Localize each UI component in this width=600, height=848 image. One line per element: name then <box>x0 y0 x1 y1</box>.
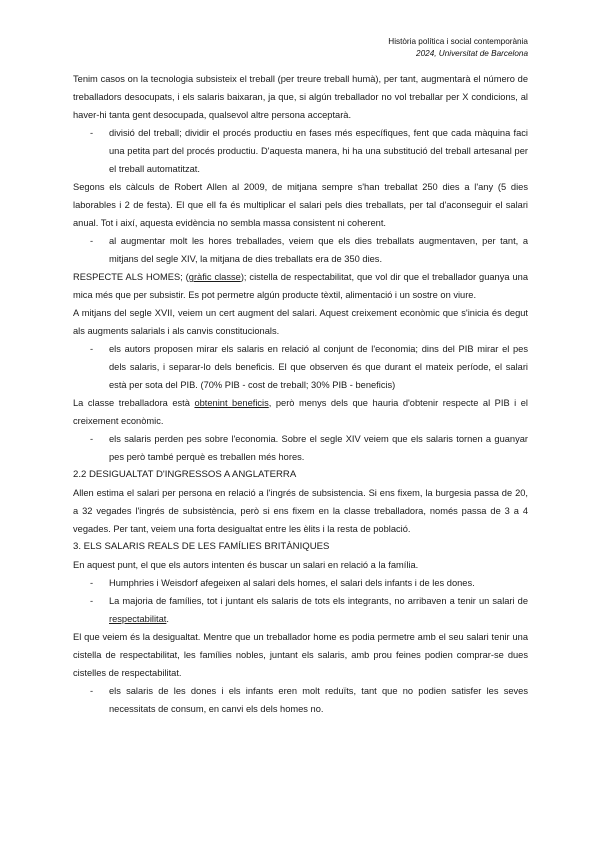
bullet-dash: - <box>90 434 94 444</box>
underlined-respectability: respectabilitat <box>109 614 167 624</box>
bullet-dash: - <box>90 578 94 588</box>
paragraph-family-wage: En aquest punt, el que els autors intenten és buscar un salari en relació a la família. <box>73 560 419 570</box>
underlined-obtaining-profits: obtenint beneficis <box>194 398 269 408</box>
paragraph-allen-estimate: Allen estima el salari per persona en relació a l'ingrés de subsistencia. Si ens fixem, la burgesia passa de 20, a 32 vegades l'ingrés de subsistència, però si ens fixem en la classe treballadora, només passa de 3 a 4 vegades. Per tant, veiem una forta desigualtat entre les èlits i la resta de població. <box>73 488 528 534</box>
paragraph-technology: Tenim casos on la tecnologia subsisteix el treball (per treure treball humà), per tant, augmentarà el número de treballadors desocupats, i els salaris baixaran, ja que, si algún treballador no vol treballar per X condicions, al haver-hi tanta gent desocupada, qualsevol altre persona acceptarà. <box>73 74 528 120</box>
bullet-text: els salaris de les dones i els infants eren molt reduïts, tant que no podien satisfer les seves necessitats de consum, en canvi els dels homes no. <box>109 686 528 714</box>
bullet-wages-weight <box>73 430 528 466</box>
bullet-text: divisió del treball; dividir el procés productiu en fases més específiques, fent que cada màquina faci una petita part del procés productiu. D'aquesta manera, hi ha una substitució del treball artesanal per el treball automatitzat. <box>109 128 528 174</box>
paragraph-inequality: El que veiem és la desigualtat. Mentre que un treballador home es podia permetre amb el seu salari tenir una cistella de respectabilitat, les famílies nobles, juntant els salaris, amb prou feines podien comprar-se dues cistelles de respectabilitat. <box>73 632 528 678</box>
section-heading-real-wages: 3. ELS SALARIS REALS DE LES FAMÍLIES BRITÀNIQUES <box>73 541 330 552</box>
bullet-women-children-wages <box>73 682 528 718</box>
underlined-class-chart: gràfic classe <box>188 272 241 282</box>
header-university: 2024, Universitat de Barcelona <box>416 49 528 58</box>
paragraph-working-class: La classe treballadora està obtenint beneficis, però menys dels que hauria d'obtenir respecte al PIB i el creixement econòmic. <box>73 398 528 426</box>
bullet-division-of-labour <box>73 124 528 178</box>
bullet-dash: - <box>90 128 94 138</box>
bullet-hours-worked <box>73 232 528 268</box>
bullet-text: els autors proposen mirar els salaris en relació al conjunt de l'economia; dins del PIB mirar el pes dels salaris, i separar-lo dels beneficis. El que observen és que durant el mateix període, el salari està per sota del PIB. (70% PIB - cost de treball; 30% PIB - beneficis) <box>109 344 528 390</box>
bullet-text: Humphries i Weisdorf afegeixen al salari dels homes, el salari dels infants i de les dones. <box>109 578 475 588</box>
section-heading-income-inequality: 2.2 DESIGUALTAT D'INGRESSOS A ANGLATERRA <box>73 469 297 480</box>
paragraph-robert-allen: Segons els càlculs de Robert Allen al 2009, de mitjana sempre s'han treballat 250 dies a l'any (5 dies laborables i 2 de festa). El que ell fa és multiplicar el salari pels dies treballats, per tal d'aconseguir el salari anual. Tot i així, aquesta evidència no sembla massa consistent ni coherent. <box>73 182 528 228</box>
bullet-dash: - <box>90 344 94 354</box>
page-header <box>388 36 528 60</box>
bullet-dash: - <box>90 686 94 696</box>
bullet-dash: - <box>90 596 94 606</box>
bullet-humphries-weisdorf <box>73 574 528 592</box>
bullet-dash: - <box>90 236 94 246</box>
bullet-text: La majoria de famílies, tot i juntant els salaris de tots els integrants, no arribaven a tenir un salari de respectabilitat. <box>109 596 528 624</box>
bullet-majority-families <box>73 592 528 628</box>
paragraph-17th-century: A mitjans del segle XVII, veiem un cert augment del salari. Aquest creixement econòmic que s'inicia és degut als augments salarials i als canvis constitucionals. <box>73 308 528 336</box>
bullet-text: els salaris perden pes sobre l'economia. Sobre el segle XIV veiem que els salaris tornen a guanyar pes però també perquè es treballen més hores. <box>109 434 528 462</box>
paragraph-respect-to-men: RESPECTE ALS HOMES; (gràfic classe); cistella de respectabilitat, que vol dir que el treballador guanya una mica més que per subsistir. Es pot permetre algún producte tèxtil, alimentació i un sostre on viure. <box>73 272 528 300</box>
document-body <box>73 70 528 718</box>
bullet-gdp-share <box>73 340 528 394</box>
header-course-title: Història política i social contemporània <box>388 37 528 46</box>
bullet-text: al augmentar molt les hores treballades, veiem que els dies treballats augmentaven, per tant, a mitjans del segle XIV, la mitjana de dies treballats era de 350 dies. <box>109 236 528 264</box>
